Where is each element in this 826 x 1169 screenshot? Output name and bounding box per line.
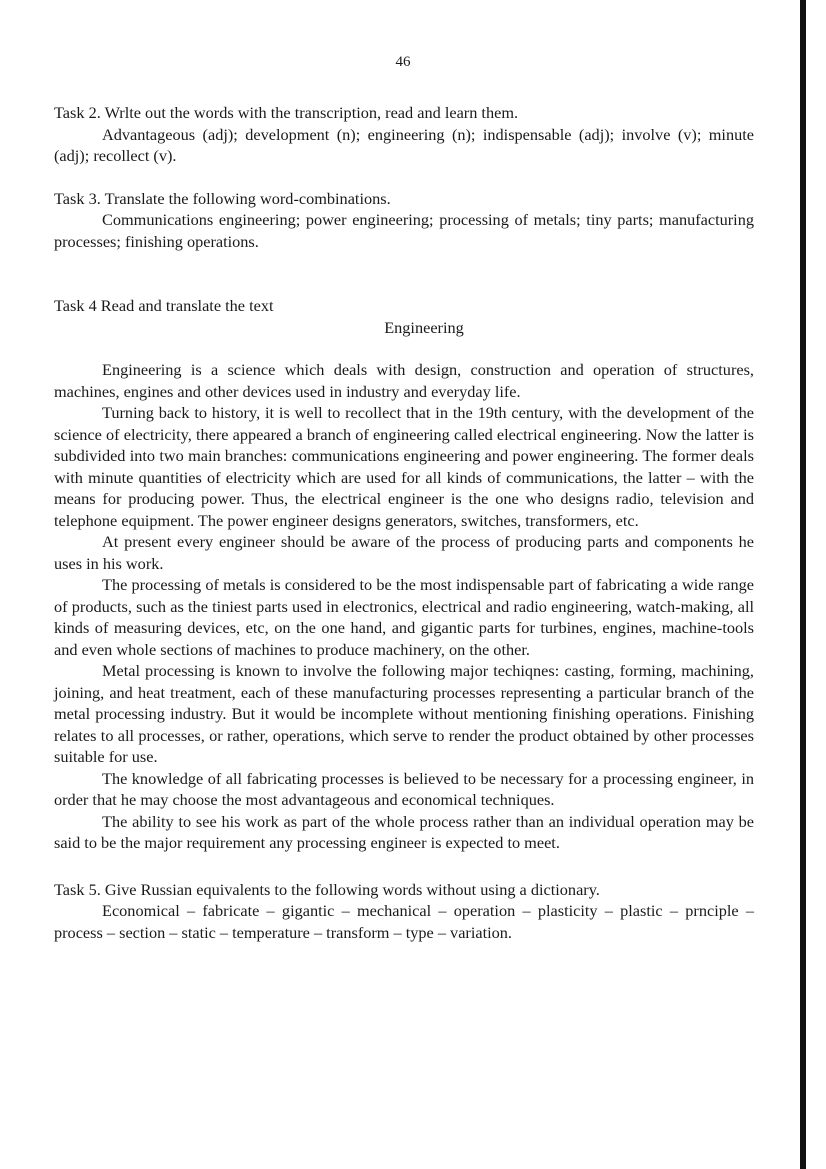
paragraph-7: The ability to see his work as part of the whole process rather than an individual operation may be said to be the major requirement any processing engineer is expected to meet.: [54, 811, 754, 852]
text-title: Engineering: [384, 317, 464, 337]
page-edge-line: [800, 0, 806, 1169]
task5-words: Economical – fabricate – gigantic – mechanical – operation – plasticity – plastic – prnciple – process – section – static – temperature – transform – type – variation.: [54, 901, 754, 942]
task2-words: Advantageous (adj); development (n); engineering (n); indispensable (adj); involve (v); minute (adj); recollect (v).: [54, 124, 754, 165]
task2-heading: Task 2. Wrlte out the words with the transcription, read and learn them.: [54, 103, 519, 122]
task3-heading: Task 3. Translate the following word-combinations.: [54, 188, 391, 208]
page-number: 46: [395, 54, 411, 70]
paragraph-4: The processing of metals is considered to be the most indispensable part of fabricating a wide range of products, such as the tiniest parts used in electronics, electrical and radio engineering, watch-making, all kinds of measuring devices, etc, on the one hand, and gigantic parts for turbines, engines, machine-tools and even whole sections of machines to produce machinery, on the other.: [54, 575, 754, 659]
task5-heading: Task 5. Give Russian equivalents to the following words without using a dictionary.: [54, 879, 600, 899]
page-content: [54, 102, 754, 943]
paragraph-3: At present every engineer should be aware of the process of producing parts and components he uses in his work.: [54, 532, 754, 573]
task3-words: Communications engineering; power engineering; processing of metals; tiny parts; manufacturing processes; finishing operations.: [54, 210, 754, 251]
paragraph-5: Metal processing is known to involve the following major techiqnes: casting, forming, machining, joining, and heat treatment, each of these manufacturing processes representing a particular branch of the metal processing industry. But it would be incomplete without mentioning finishing operations. Finishing relates to all processes, or rather, operations, which serve to render the product obtained by other processes suitable for use.: [54, 661, 754, 766]
paragraph-6: The knowledge of all fabricating processes is believed to be necessary for a processing engineer, in order that he may choose the most advantageous and economical techniques.: [54, 768, 754, 809]
task4-heading: Task 4 Read and translate the text: [54, 296, 274, 315]
paragraph-2: Turning back to history, it is well to recollect that in the 19th century, with the development of the science of electricity, there appeared a branch of engineering called electrical engineering. Now the latter is subdivided into two main branches: communications engineering and power engineering. The former deals with minute quantities of electricity which are used for all kinds of communications, the latter – with the means for producing power. Thus, the electrical engineer is the one who designs radio, television and telephone equipment. The power engineer designs generators, switches, transformers, etc.: [54, 403, 754, 530]
paragraph-1: Engineering is a science which deals with design, construction and operation of structures, machines, engines and other devices used in industry and everyday life.: [54, 360, 754, 401]
